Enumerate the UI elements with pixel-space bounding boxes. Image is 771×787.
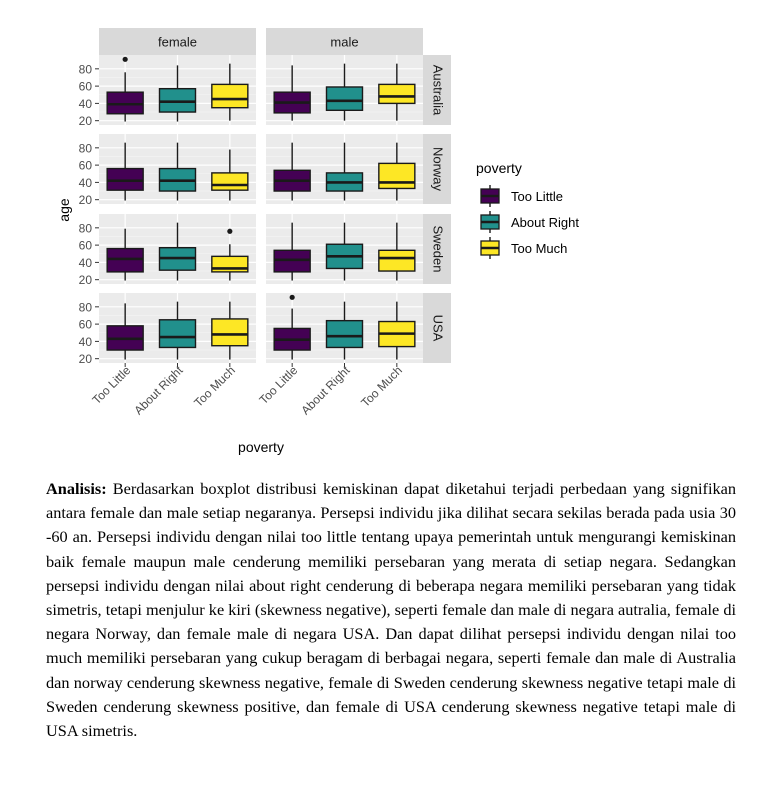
y-tick-label: 20 [78,352,92,367]
facet-label-australia: Australia [430,64,446,116]
y-tick-label: 60 [78,79,92,94]
legend-entry-too-little [481,185,563,207]
panel-male-norway [266,134,423,204]
legend-title: poverty [476,160,522,176]
analysis-text: Berdasarkan boxplot distribusi kemiskinan dapat diketahui terjadi perbedaan yang signifikan antara female dan male setiap negaranya. Persepsi individu jika dilihat secara sekilas berada pada usia 30 -60 an. Persepsi individu dengan nilai too little tentang upaya pemerintah untuk mengurangi kemiskinan baik female maupun male cenderung memiliki persebaran yang merata di setiap negara. Sedangkan persepsi individu dengan nilai about right cenderung di beberapa negara memiliki persebaran yang tidak simetris, tetapi menjulur ke kiri (skewness negative), seperti female dan male di negara autralia, female di negara Norway, dan female male di negara USA. Dan dapat dilihat persepsi individu dengan nilai too much memiliki persebaran yang cukup beragam di berbagai negara, seperti female dan male di Australia dan norway cenderung skewness negative, female di Sweden cenderung skewness negative tetapi male di Sweden cenderung skewness positive, dan female di USA cenderung skewness negative tetapi male di USA simetris. [46,479,736,741]
facet-label-norway: Norway [430,146,446,192]
y-tick-label: 20 [78,273,92,288]
panel-male-usa [266,293,423,363]
box-iqr [379,250,415,271]
y-axis-title: age [56,198,72,222]
panel-female-sweden [99,214,256,284]
x-axis-title: poverty [238,439,284,455]
panel-female-norway [99,134,256,204]
legend-label: About Right [511,215,579,230]
facet-label-male: male [330,34,359,50]
panel-male-sweden [266,214,423,284]
x-tick-label: About Right [131,363,186,418]
panel-male-australia [266,55,423,125]
panel-female-usa [99,293,256,363]
box-iqr [327,87,363,110]
y-tick-label: 40 [78,96,92,111]
outlier-point [227,229,232,234]
y-tick-label: 40 [78,334,92,349]
y-tick-label: 40 [78,255,92,270]
y-tick-label: 80 [78,221,92,236]
y-tick-label: 20 [78,114,92,129]
x-tick-label: Too Much [358,363,405,410]
facet-label-usa: USA [430,314,446,342]
y-tick-label: 80 [78,300,92,315]
facet-label-female: female [157,34,198,50]
y-tick-label: 60 [78,158,92,173]
y-tick-label: 60 [78,317,92,332]
box-iqr [379,163,415,188]
box-iqr [212,319,248,346]
panel-female-australia [99,55,256,125]
y-tick-label: 60 [78,238,92,253]
x-tick-label: Too Much [191,363,238,410]
x-tick-label: Too Little [256,363,301,408]
facet-label-sweden: Sweden [430,225,446,273]
x-tick-label: Too Little [89,363,134,408]
y-tick-label: 40 [78,175,92,190]
legend-label: Too Much [511,241,568,256]
legend-entry-about-right [481,211,579,233]
y-tick-label: 80 [78,141,92,156]
box-iqr [327,321,363,348]
legend-entry-too-much [481,237,567,259]
analysis-paragraph [46,477,736,743]
box-iqr [212,84,248,107]
legend [476,160,579,259]
box-iqr [212,173,248,190]
y-tick-label: 20 [78,193,92,208]
analysis-label: Analisis: [46,479,107,498]
outlier-point [123,57,128,62]
outlier-point [290,295,295,300]
y-tick-label: 80 [78,62,92,77]
x-tick-label: About Right [298,363,353,418]
box-iqr [160,320,196,348]
legend-label: Too Little [511,189,564,204]
box-iqr [379,84,415,103]
